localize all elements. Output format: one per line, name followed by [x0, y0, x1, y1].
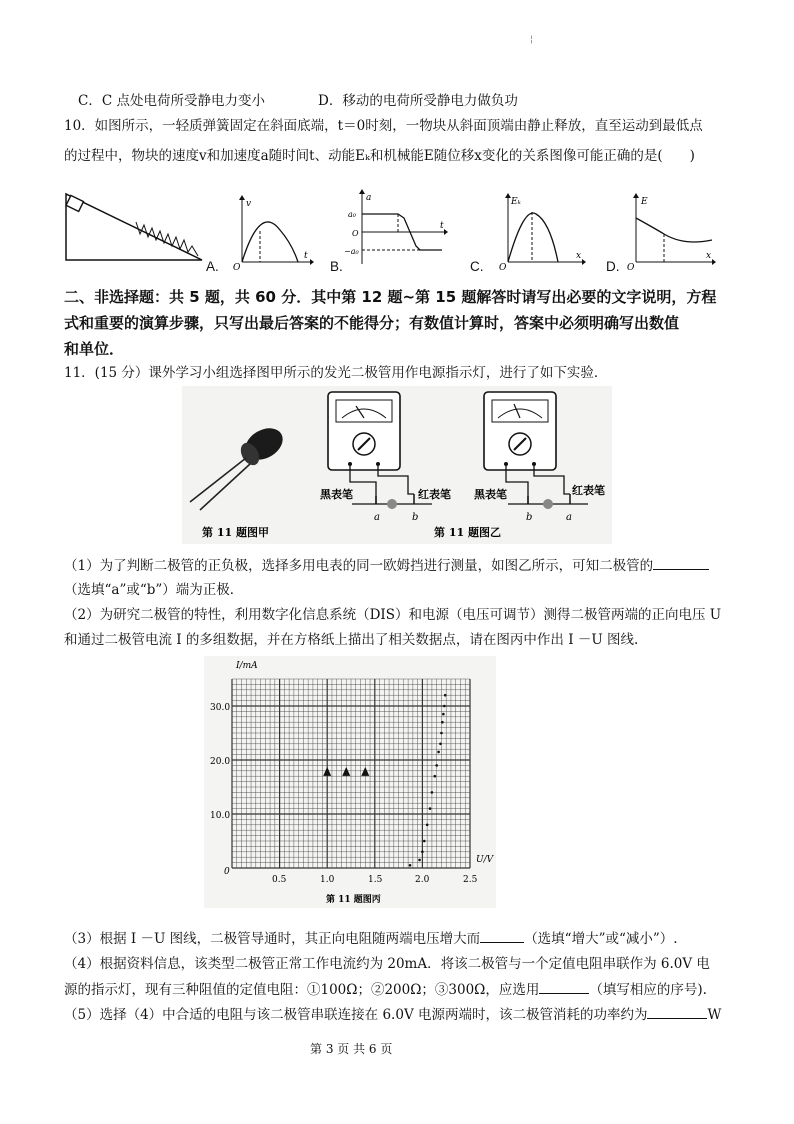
graph-caption: 第 11 题图丙: [326, 895, 381, 905]
data-point: [418, 859, 421, 862]
q11-intro: 11．(15 分）课外学习小组选择图甲所示的发光二极管用作电源指示灯，进行了如下实验．: [64, 365, 608, 381]
pin-b-1: b: [412, 512, 419, 523]
q10-line1: 10．如图所示，一轻质弹簧固定在斜面底端，t＝0时刻，一物块从斜面顶端由静止释放，直至运动到最低点: [64, 118, 703, 134]
q11-p4-line2: 源的指示灯，现有三种阻值的定值电阻：①100Ω；②200Ω；③300Ω，应选用 （填写相应的序号).: [64, 979, 707, 1000]
data-point: [442, 713, 445, 716]
red-probe-label-2: 红表笔: [572, 484, 605, 497]
section2-line2: 式和重要的演算步骤，只写出最后答案的不能得分；有数值计算时，答案中必须明确写出数值: [64, 314, 680, 332]
graph-xlabel: U/V: [476, 855, 494, 865]
data-point: [426, 824, 429, 827]
q11-p5: （5）选择（4）中合适的电阻与该二极管串联连接在 6.0V 电源两端时，该二极管消耗的功率约为 W: [64, 1004, 721, 1025]
graph-a: [232, 194, 314, 270]
data-point: [444, 694, 447, 697]
answer-blank-5[interactable]: [647, 1004, 707, 1019]
section2-line3: 和单位．: [64, 340, 125, 358]
led-multimeter-figure: [182, 386, 612, 544]
graph-b-a0: a₀: [348, 210, 356, 219]
q9-option-d: D．移动的电荷所受静电力做负功: [318, 93, 518, 109]
q11-p4-line1: （4）根据资料信息，该类型二极管正常工作电流约为 20mA．将该二极管与一个定值电阻串联作为 6.0V 电: [64, 956, 710, 972]
pin-a-2: a: [566, 512, 572, 523]
q11-p2-line2: 和通过二极管电流 I 的多组数据，并在方格纸上描出了相关数据点，请在图丙中作出 I －U 图线.: [64, 632, 639, 648]
q11-p2-line1: （2）为研究二极管的特性，利用数字化信息系统（DIS）和电源（电压可调节）测得二极管两端的正向电压 U: [64, 607, 722, 623]
xtick-2.0: 2.0: [415, 875, 430, 885]
answer-blank-1[interactable]: [653, 555, 709, 570]
xtick-1.5: 1.5: [368, 875, 383, 885]
graph-ylabel: I/mA: [236, 661, 258, 671]
graph-b-ylabel: a: [366, 193, 372, 203]
answer-blank-3[interactable]: [480, 928, 524, 943]
graph-c-ylabel: Eₖ: [511, 197, 521, 207]
xtick-1.0: 1.0: [320, 875, 335, 885]
graph-c-origin: O: [499, 263, 507, 270]
pin-b-2: b: [526, 512, 533, 523]
data-point: [429, 807, 432, 810]
red-probe-label-1: 红表笔: [418, 488, 451, 501]
xtick-0.5: 0.5: [272, 875, 287, 885]
graph-d-xlabel: x: [706, 251, 712, 261]
spring: [136, 222, 198, 256]
fig-jia-caption: 第 11 题图甲: [202, 526, 269, 539]
iu-graph: [204, 656, 496, 908]
answer-blank-4[interactable]: [539, 979, 589, 994]
black-probe-label-2: 黑表笔: [474, 488, 507, 501]
data-point: [439, 743, 442, 746]
q10-option-c: C.: [470, 259, 484, 274]
graph-b-origin: O: [352, 229, 359, 238]
graph-b: [344, 188, 450, 270]
data-point: [435, 764, 438, 767]
q9-option-c: C．C 点处电荷所受静电力变小: [78, 93, 265, 109]
graph-d-origin: O: [627, 263, 635, 270]
black-probe-label-1: 黑表笔: [320, 488, 353, 501]
q11-p1-line1: （1）为了判断二极管的正负极，选择多用电表的同一欧姆挡进行测量，如图乙所示，可知二极管的: [64, 555, 709, 576]
data-point: [440, 732, 443, 735]
data-point: [421, 851, 424, 854]
data-point: [409, 864, 412, 867]
q10-option-a: A.: [206, 259, 219, 274]
incline-figure: [62, 188, 208, 266]
graph-c-xlabel: x: [576, 251, 582, 261]
graph-b-xlabel: t: [440, 221, 444, 231]
graph-a-origin: O: [233, 263, 241, 270]
data-point: [423, 840, 426, 843]
ytick-30: 30.0: [210, 703, 231, 713]
data-point: [443, 705, 446, 708]
graph-a-ylabel: v: [246, 199, 252, 209]
data-point: [437, 751, 440, 754]
graph-d-ylabel: E: [641, 197, 648, 207]
data-point: [441, 721, 444, 724]
pin-a-1: a: [374, 512, 380, 523]
graph-b-neg-a0: −a₀: [344, 247, 359, 256]
ytick-20: 20.0: [210, 757, 231, 767]
page-footer: 第 3 页 共 6 页: [310, 1042, 393, 1056]
data-point: [431, 791, 434, 794]
fig-yi-caption: 第 11 题图乙: [434, 526, 501, 539]
q11-p3: （3）根据 I －U 图线，二极管导通时，其正向电阻随两端电压增大而 （选填“增大”或“减小”）.: [64, 928, 678, 949]
ytick-10: 10.0: [210, 811, 231, 821]
graph-origin: 0: [224, 867, 230, 877]
graph-c: [496, 192, 588, 270]
xtick-2.5: 2.5: [463, 875, 478, 885]
q10-option-b: B.: [330, 259, 343, 274]
graph-d: [626, 192, 718, 270]
q10-line2: 的过程中，物块的速度v和加速度a随时间t、动能Eₖ和机械能E随位移x变化的关系图像可能正确的是( ): [64, 148, 695, 164]
q10-option-d: D.: [606, 259, 620, 274]
data-point: [433, 775, 436, 778]
block: [66, 195, 83, 211]
q11-p1-line2: （选填“a”或“b”）端为正极．: [64, 582, 244, 598]
graph-a-xlabel: t: [304, 251, 308, 261]
header-mark: ¦: [530, 35, 534, 45]
section2-line1: 二、非选择题：共 5 题，共 60 分．其中第 12 题~第 15 题解答时请写出必要的文字说明，方程: [64, 288, 717, 306]
